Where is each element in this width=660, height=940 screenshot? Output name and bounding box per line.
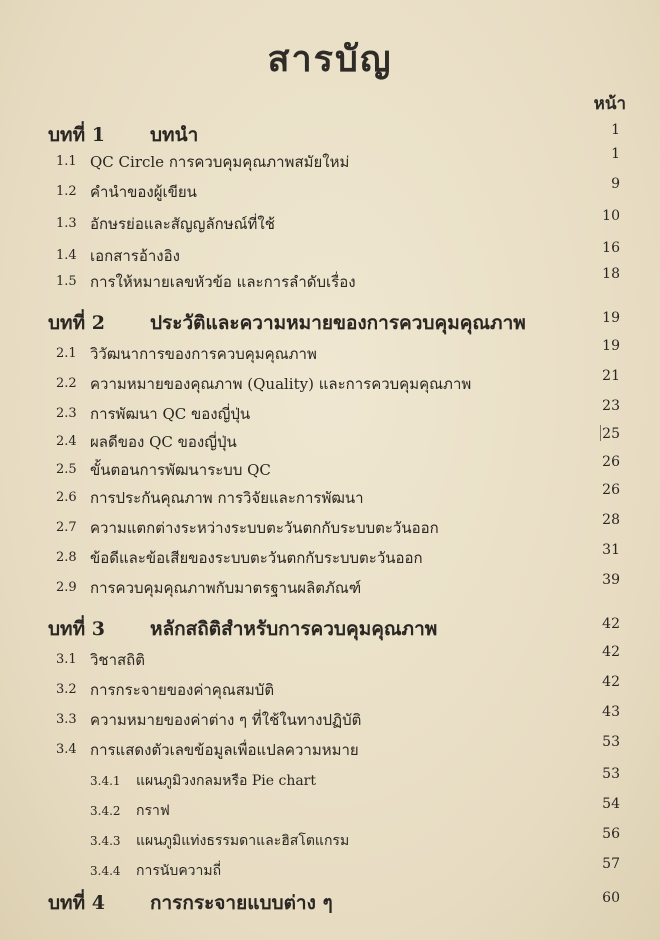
toc-entry-section: [0, 674, 660, 706]
toc-entry-page: 53: [602, 766, 620, 782]
toc-entry-label: บทนำ: [150, 124, 199, 146]
toc-entry-page: 31: [602, 542, 620, 558]
toc-entry-label: การนับความถี่: [136, 863, 222, 879]
toc-entry-number: บทที่ 2: [48, 312, 105, 334]
toc-entry-section: [0, 240, 660, 272]
toc-entry-number: 2.9: [56, 580, 77, 595]
toc-entry-number: 2.4: [56, 434, 77, 449]
toc-entry-section: [0, 454, 660, 486]
toc-entry-chapter: [0, 120, 660, 148]
toc-entry-label: วิวัฒนาการของการควบคุมคุณภาพ: [90, 345, 317, 363]
toc-entry-label: การให้หมายเลขหัวข้อ และการลำดับเรื่อง: [90, 273, 356, 291]
toc-entry-section: [0, 704, 660, 736]
toc-entry-number: 2.5: [56, 462, 77, 477]
toc-entry-number: 3.4.3: [90, 834, 121, 848]
toc-entry-page: 56: [602, 826, 620, 842]
toc-entry-number: 2.3: [56, 406, 77, 421]
toc-entry-number: 2.6: [56, 490, 77, 505]
page-column-header: หน้า: [593, 94, 626, 114]
toc-entry-page: 43: [602, 704, 620, 720]
toc-entry-chapter: [0, 308, 660, 336]
toc-entry-section: [0, 368, 660, 400]
toc-entry-page: 42: [602, 674, 620, 690]
toc-entry-page: 10: [602, 208, 620, 224]
toc-entry-page: 26: [602, 482, 620, 498]
toc-entry-page: 53: [602, 734, 620, 750]
toc-entry-label: เอกสารอ้างอิง: [90, 247, 180, 265]
toc-entry-label: อักษรย่อและสัญญลักษณ์ที่ใช้: [90, 215, 275, 233]
toc-entry-section: [0, 426, 660, 458]
toc-entry-number: 3.3: [56, 712, 77, 727]
toc-entry-section: [0, 398, 660, 430]
toc-entry-page: 23: [602, 398, 620, 414]
toc-entry-number: 3.4: [56, 742, 77, 757]
toc-entry-section: [0, 644, 660, 676]
toc-entry-sub: [0, 856, 660, 888]
toc-entry-label: การกระจายของค่าคุณสมบัติ: [90, 681, 275, 699]
toc-entry-number: 1.3: [56, 216, 77, 231]
toc-entry-label: วิชาสถิติ: [90, 651, 146, 669]
toc-entry-section: [0, 266, 660, 298]
toc-entry-label: การกระจายแบบต่าง ๆ: [150, 892, 333, 914]
toc-entry-sub: [0, 766, 660, 798]
toc-entry-page: 19: [602, 310, 620, 326]
toc-entry-number: 3.1: [56, 652, 77, 667]
toc-entry-sub: [0, 826, 660, 858]
toc-entry-label: แผนภูมิแท่งธรรมดาและฮิสโตแกรม: [136, 833, 350, 849]
toc-entry-page: 42: [602, 644, 620, 660]
toc-entry-number: 3.4.2: [90, 804, 121, 818]
toc-entry-number: บทที่ 4: [48, 892, 105, 914]
toc-entry-number: บทที่ 1: [48, 124, 105, 146]
toc-entry-page: 28: [602, 512, 620, 528]
toc-entry-label: QC Circle การควบคุมคุณภาพสมัยใหม่: [90, 153, 350, 171]
toc-entry-label: กราฟ: [136, 803, 170, 819]
toc-entry-page: 26: [602, 454, 620, 470]
toc-entry-label: ความหมายของค่าต่าง ๆ ที่ใช้ในทางปฏิบัติ: [90, 711, 362, 729]
toc-entry-label: การประกันคุณภาพ การวิจัยและการพัฒนา: [90, 489, 364, 507]
toc-entry-section: [0, 572, 660, 604]
toc-entry-label: การควบคุมคุณภาพกับมาตรฐานผลิตภัณฑ์: [90, 579, 362, 597]
toc-entry-page: 21: [602, 368, 620, 384]
toc-entry-sub: [0, 796, 660, 828]
toc-entry-page: 25: [602, 426, 620, 442]
toc-entry-section: [0, 208, 660, 240]
toc-entry-number: 3.4.4: [90, 864, 121, 878]
toc-entry-number: 1.5: [56, 274, 77, 289]
toc-entry-label: ขั้นตอนการพัฒนาระบบ QC: [90, 461, 271, 479]
toc-entry-number: 1.1: [56, 154, 77, 169]
toc-entry-label: การแสดงตัวเลขข้อมูลเพื่อแปลความหมาย: [90, 741, 359, 759]
toc-entry-page: 42: [602, 616, 620, 632]
toc-entry-page: 60: [602, 890, 620, 906]
toc-entry-number: บทที่ 3: [48, 618, 105, 640]
toc-entry-section: [0, 146, 660, 178]
toc-entry-number: 2.1: [56, 346, 77, 361]
toc-entry-section: [0, 734, 660, 766]
toc-entry-chapter: [0, 888, 660, 916]
toc-entry-section: [0, 512, 660, 544]
toc-entry-page: 1: [611, 122, 620, 138]
toc-entry-page: 19: [602, 338, 620, 354]
margin-mark: [600, 425, 601, 441]
toc-entry-label: แผนภูมิวงกลมหรือ Pie chart: [136, 773, 316, 789]
toc-entry-section: [0, 542, 660, 574]
toc-entry-page: 1: [611, 146, 620, 162]
toc-entry-label: ผลดีของ QC ของญี่ปุ่น: [90, 433, 237, 451]
toc-entry-page: 39: [602, 572, 620, 588]
toc-entry-label: ความหมายของคุณภาพ (Quality) และการควบคุมคุณภาพ: [90, 375, 472, 393]
toc-entry-section: [0, 338, 660, 370]
toc-entry-number: 3.4.1: [90, 774, 121, 788]
toc-entry-page: 54: [602, 796, 620, 812]
toc-entry-label: การพัฒนา QC ของญี่ปุ่น: [90, 405, 251, 423]
toc-entry-number: 1.4: [56, 248, 77, 263]
toc-entry-chapter: [0, 614, 660, 642]
toc-entry-label: ข้อดีและข้อเสียของระบบตะวันตกกับระบบตะวันออก: [90, 549, 423, 567]
toc-entry-number: 1.2: [56, 184, 77, 199]
toc-entry-number: 3.2: [56, 682, 77, 697]
toc-entry-page: 9: [611, 176, 620, 192]
toc-entry-page: 18: [602, 266, 620, 282]
toc-entry-page: 57: [602, 856, 620, 872]
toc-entry-section: [0, 482, 660, 514]
toc-entry-section: [0, 176, 660, 208]
page-title: สารบัญ: [267, 38, 393, 80]
toc-entry-page: 16: [602, 240, 620, 256]
toc-entry-label: ความแตกต่างระหว่างระบบตะวันตกกับระบบตะวันออก: [90, 519, 439, 537]
toc-entry-number: 2.7: [56, 520, 77, 535]
toc-entry-label: คำนำของผู้เขียน: [90, 183, 197, 201]
toc-entry-label: หลักสถิติสำหรับการควบคุมคุณภาพ: [150, 618, 438, 640]
toc-entry-number: 2.2: [56, 376, 77, 391]
toc-entry-label: ประวัติและความหมายของการควบคุมคุณภาพ: [150, 312, 526, 334]
toc-entry-number: 2.8: [56, 550, 77, 565]
